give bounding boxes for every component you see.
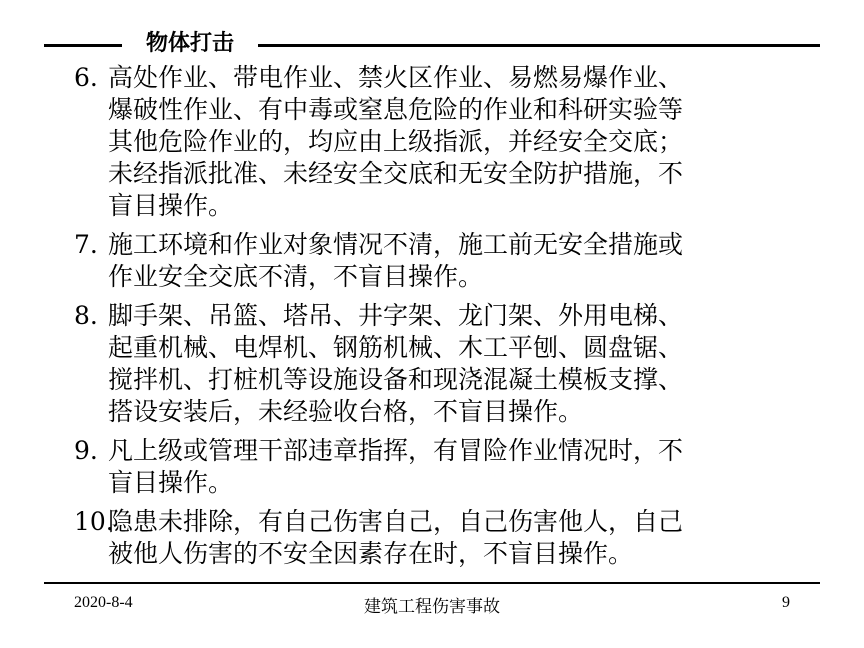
item-line: 搭设安装后，未经验收台格，不盲目操作。 — [108, 397, 584, 426]
item-line: 凡上级或管理干部违章指挥，有冒险作业情况时，不 — [108, 436, 684, 465]
item-line: 搅拌机、打桩机等设施设备和现浇混凝土模板支撑、 — [108, 365, 684, 394]
list-item-8 — [74, 300, 814, 428]
item-number: 6. — [74, 63, 98, 92]
item-line: 作业安全交底不清，不盲目操作。 — [108, 262, 484, 291]
item-list — [74, 62, 814, 577]
item-line: 盲目操作。 — [108, 191, 234, 220]
item-line: 其他危险作业的，均应由上级指派，并经安全交底； — [108, 127, 684, 156]
header-rule-right — [258, 44, 820, 47]
list-item-9 — [74, 435, 814, 499]
footer-date: 2020-8-4 — [74, 594, 133, 611]
footer-title: 建筑工程伤害事故 — [364, 597, 500, 617]
item-text — [108, 229, 814, 293]
item-line: 施工环境和作业对象情况不清，施工前无安全措施或 — [108, 230, 684, 259]
header-rule-left — [44, 44, 122, 47]
list-item-6 — [74, 62, 814, 222]
item-line: 起重机械、电焊机、钢筋机械、木工平刨、圆盘锯、 — [108, 333, 684, 362]
list-item-7 — [74, 229, 814, 293]
item-line: 未经指派批准、未经安全交底和无安全防护措施，不 — [108, 159, 684, 188]
item-number: 7. — [74, 230, 98, 259]
page-number: 9 — [782, 594, 790, 611]
footer-rule — [44, 582, 820, 584]
item-line: 盲目操作。 — [108, 468, 234, 497]
item-line: 隐患未排除，有自己伤害自己，自己伤害他人，自己 — [108, 507, 684, 536]
item-number: 8. — [74, 301, 98, 330]
slide-title: 物体打击 — [146, 31, 235, 56]
item-line: 脚手架、吊篮、塔吊、井字架、龙门架、外用电梯、 — [108, 301, 684, 330]
item-text — [108, 300, 814, 428]
item-line: 爆破性作业、有中毒或窒息危险的作业和科研实验等 — [108, 95, 684, 124]
item-text — [108, 62, 814, 222]
list-item-10 — [74, 506, 814, 570]
item-number: 9. — [74, 436, 98, 465]
item-text — [108, 506, 814, 570]
item-line: 高处作业、带电作业、禁火区作业、易燃易爆作业、 — [108, 63, 684, 92]
item-number: 10. — [74, 507, 114, 536]
item-line: 被他人伤害的不安全因素存在时，不盲目操作。 — [108, 539, 634, 568]
item-text — [108, 435, 814, 499]
